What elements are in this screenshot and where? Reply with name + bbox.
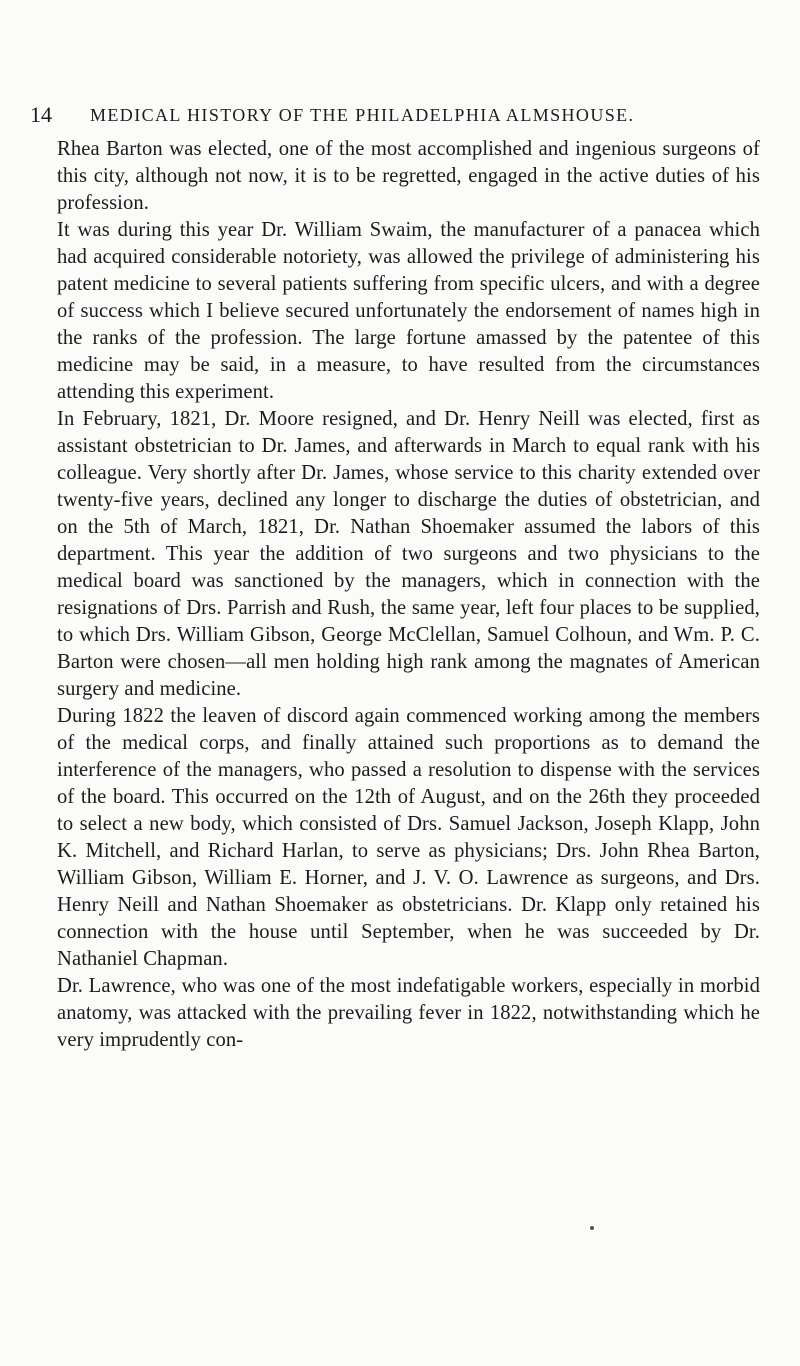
print-speck bbox=[590, 1226, 594, 1230]
page-number: 14 bbox=[30, 102, 52, 127]
paragraph-1: Rhea Barton was elected, one of the most accomplished and ingenious surgeons of this city, although not now, it is to be regretted, engaged in the active duties of his profession. bbox=[57, 138, 760, 214]
paragraph-4: During 1822 the leaven of discord again commenced working among the members of the medical corps, and finally attained such proportions as to demand the interference of the managers, who passed a resolution to dispense with the services of the board. This occurred on the 12th of August, and on the 26th they proceeded to select a new body, which consisted of Drs. Samuel Jackson, Joseph Klapp, John K. Mitchell, and Richard Harlan, to serve as physicians; Drs. John Rhea Barton, William Gibson, William E. Horner, and J. V. O. Lawrence as surgeons, and Drs. Henry Neill and Nathan Shoemaker as obstetricians. Dr. Klapp only retained his connection with the house until September, when he was succeeded by Dr. Nathaniel Chapman. bbox=[57, 705, 760, 970]
running-title: MEDICAL HISTORY OF THE PHILADELPHIA ALMSHOUSE. bbox=[90, 105, 635, 125]
paragraph-2: It was during this year Dr. William Swaim, the manufacturer of a panacea which had acquired considerable notoriety, was allowed the privilege of administering his patent medicine to several patients suffering from specific ulcers, and with a degree of success which I believe secured unfortunately the endorsement of names high in the ranks of the profession. The large fortune amassed by the patentee of this medicine may be said, in a measure, to have resulted from the circumstances attending this experiment. bbox=[57, 219, 760, 403]
paragraph-3: In February, 1821, Dr. Moore resigned, and Dr. Henry Neill was elected, first as assistant obstetrician to Dr. James, and afterwards in March to equal rank with his colleague. Very shortly after Dr. James, whose service to this charity extended over twenty-five years, declined any longer to discharge the duties of obstetrician, and on the 5th of March, 1821, Dr. Nathan Shoemaker assumed the labors of this department. This year the addition of two surgeons and two physicians to the medical board was sanctioned by the managers, which in connection with the resignations of Drs. Parrish and Rush, the same year, left four places to be supplied, to which Drs. William Gibson, George McClellan, Samuel Colhoun, and Wm. P. C. Barton were chosen—all men holding high rank among the magnates of American surgery and medicine. bbox=[57, 408, 760, 700]
paragraph-5: Dr. Lawrence, who was one of the most indefatigable workers, especially in morbid anatomy, was attacked with the prevailing fever in 1822, notwithstanding which he very imprudently con- bbox=[57, 975, 760, 1051]
body-text bbox=[57, 136, 760, 1054]
running-head bbox=[30, 100, 770, 130]
